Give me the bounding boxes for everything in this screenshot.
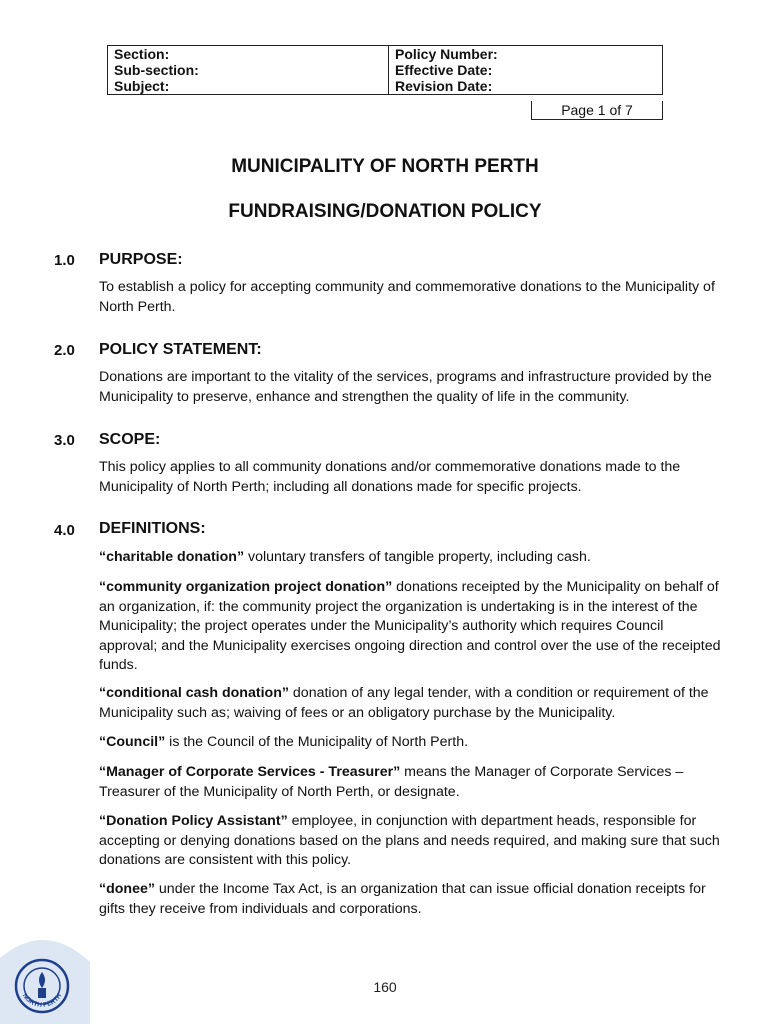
page-indicator: Page 1 of 7: [531, 101, 663, 120]
section-heading-policy: POLICY STATEMENT:: [99, 341, 262, 358]
subsection-label: Sub-section:: [114, 62, 199, 78]
policy-header-table: [107, 45, 663, 95]
definition-term: “Council”: [99, 734, 166, 750]
definition-item: [99, 812, 721, 871]
definition-text: under the Income Tax Act, is an organization that can issue official donation receipts for gifts they receive from individuals and corporations.: [99, 881, 706, 917]
effective-date-label: Effective Date:: [395, 62, 493, 78]
policy-statement-text: Donations are important to the vitality of the services, programs and infrastructure provided by the Municipality to preserve, enhance and strengthen the quality of life in the community.: [99, 369, 712, 405]
section-number-definitions: 4.0: [54, 522, 75, 539]
purpose-text: To establish a policy for accepting community and commemorative donations to the Municipality of North Perth.: [99, 279, 715, 315]
municipality-logo: [0, 928, 90, 1024]
section-label: Section:: [114, 46, 170, 62]
definition-term: “Donation Policy Assistant”: [99, 813, 288, 829]
definition-item: [99, 684, 721, 723]
definition-term: “charitable donation”: [99, 549, 245, 565]
section-heading-purpose: PURPOSE:: [99, 251, 183, 268]
document-subtitle: FUNDRAISING/DONATION POLICY: [228, 201, 542, 222]
document-title: MUNICIPALITY OF NORTH PERTH: [231, 156, 539, 177]
definition-text: donations receipted by the Municipality on behalf of an organization, if: the community project the organization is undertaking is in the interest of the Municipality; the project operates under the Municipality’s authority which requires Council approval; and the Municipality exercises ongoing direction and control over the use of the receipted funds.: [99, 579, 721, 673]
definition-item: [99, 548, 721, 568]
subject-label: Subject:: [114, 78, 170, 94]
section-heading-definitions: DEFINITIONS:: [99, 520, 206, 537]
definition-item: [99, 733, 721, 753]
section-heading-scope: SCOPE:: [99, 431, 161, 448]
definition-term: “conditional cash donation”: [99, 685, 289, 701]
definition-item: [99, 578, 721, 676]
definition-text: means the Manager of Corporate Services – Treasurer of the Municipality of North Perth, or designate.: [99, 764, 684, 800]
section-number-purpose: 1.0: [54, 252, 75, 269]
section-number-policy: 2.0: [54, 342, 75, 359]
section-number-scope: 3.0: [54, 432, 75, 449]
definition-text: employee, in conjunction with department heads, responsible for accepting or denying donations based on the plans and needs required, and making sure that such donations are consistent with this policy.: [99, 813, 720, 868]
footer-page-number: 160: [373, 979, 397, 995]
header-right-cell: [389, 46, 663, 95]
logo-text: NORTH PERTH: [20, 992, 64, 1009]
definition-term: “donee”: [99, 881, 155, 897]
definition-term: “community organization project donation”: [99, 579, 393, 595]
header-left-cell: [108, 46, 389, 95]
definition-term: “Manager of Corporate Services - Treasurer”: [99, 764, 401, 780]
definition-item: [99, 880, 721, 919]
policy-number-label: Policy Number:: [395, 46, 498, 62]
definition-text: donation of any legal tender, with a condition or requirement of the Municipality such as; waiving of fees or an obligatory purchase by the Municipality.: [99, 685, 709, 721]
scope-text: This policy applies to all community donations and/or commemorative donations made to the Municipality of North Perth; including all donations made for specific projects.: [99, 459, 681, 495]
definition-text: voluntary transfers of tangible property, including cash.: [244, 549, 591, 565]
definition-item: [99, 763, 721, 802]
definition-text: is the Council of the Municipality of North Perth.: [165, 734, 469, 750]
revision-date-label: Revision Date:: [395, 78, 493, 94]
